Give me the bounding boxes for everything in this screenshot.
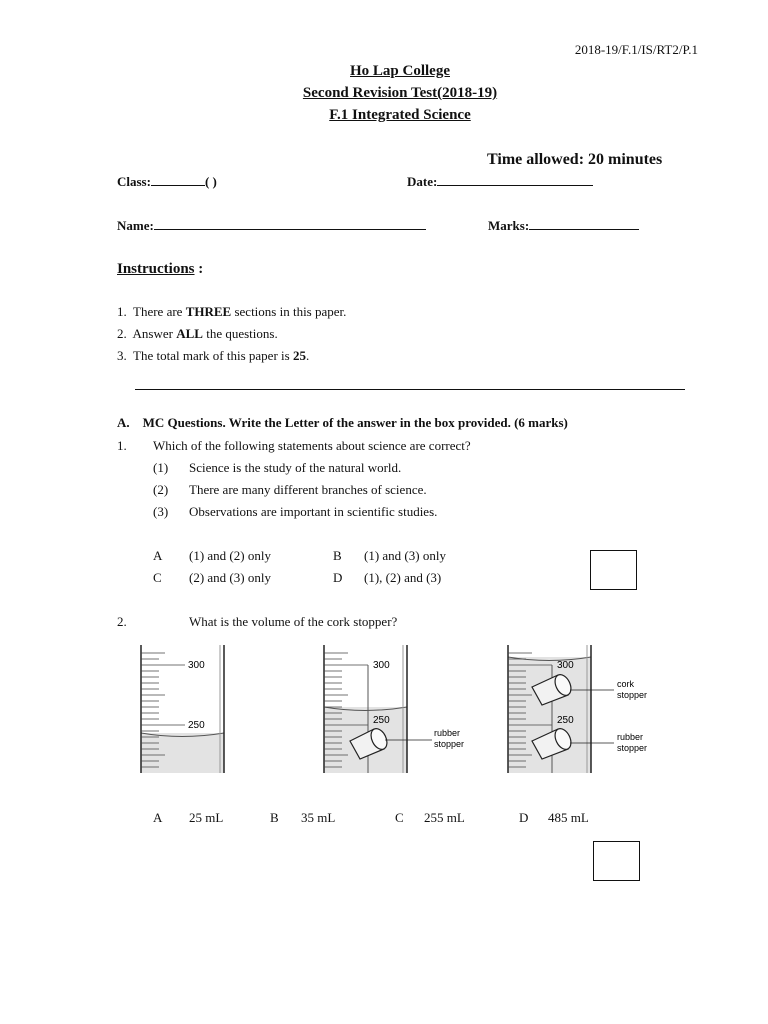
q2-option-text: 35 mL xyxy=(301,810,336,825)
school-name: Ho Lap College xyxy=(350,63,450,79)
scale-label-300: 300 xyxy=(373,660,390,671)
q1-stem: Which of the following statements about science are correct? xyxy=(153,438,471,453)
instruction-item xyxy=(117,326,346,348)
section-title: MC Questions. Write the Letter of the answer in the box provided. (6 marks) xyxy=(142,415,568,430)
instruction-item xyxy=(117,348,346,370)
rubber-stopper-label: stopper xyxy=(617,743,648,753)
q2-option-letter: B xyxy=(270,810,279,825)
instruction-item xyxy=(117,304,346,326)
q2-option-text: 485 mL xyxy=(548,810,589,825)
q2-number: 2. xyxy=(117,614,127,629)
class-number-paren: ( ) xyxy=(204,174,217,189)
instruction-text: There are xyxy=(133,304,186,319)
subject-title: F.1 Integrated Science xyxy=(329,107,471,123)
q1-statement-text: Science is the study of the natural world. xyxy=(189,460,402,475)
instruction-text: the questions. xyxy=(202,326,278,341)
cork-stopper-label: cork xyxy=(617,679,635,689)
q1-option-text: (1) and (3) only xyxy=(364,548,446,563)
q1-statement-text: There are many different branches of science. xyxy=(189,482,427,497)
scale-label-300: 300 xyxy=(557,660,574,671)
q2-stem: What is the volume of the cork stopper? xyxy=(189,614,398,629)
instruction-number: 3. xyxy=(117,348,127,363)
instruction-number: 1. xyxy=(117,304,127,319)
scale-label-250: 250 xyxy=(373,715,390,726)
name-field xyxy=(117,217,426,234)
section-divider xyxy=(135,389,685,390)
q1-option-text: (2) and (3) only xyxy=(189,570,271,585)
q1-statement-text: Observations are important in scientific studies. xyxy=(189,504,438,519)
scale-label-300: 300 xyxy=(188,660,205,671)
q1-option-text: (1), (2) and (3) xyxy=(364,570,442,585)
measuring-cylinder-rubber-stopper xyxy=(318,645,498,775)
measuring-cylinder-water xyxy=(135,645,235,775)
cork-stopper-label: stopper xyxy=(617,690,648,700)
q1-statement-number: (2) xyxy=(153,482,169,497)
q1-option-letter: D xyxy=(333,570,343,585)
q2-option-letter: C xyxy=(395,810,404,825)
test-name: Second Revision Test(2018-19) xyxy=(302,85,498,101)
date-label: Date: xyxy=(407,174,438,189)
measuring-cylinder-cork-and-rubber xyxy=(502,645,662,775)
instruction-text: Answer xyxy=(132,326,177,341)
paper-reference-code: 2018-19/F.1/IS/RT2/P.1 xyxy=(574,42,698,57)
time-allowed: Time allowed: 20 minutes xyxy=(487,151,663,168)
name-label: Name: xyxy=(117,218,154,233)
marks-label: Marks: xyxy=(488,218,530,233)
q1-option-text: (1) and (2) only xyxy=(189,548,271,563)
scale-label-250: 250 xyxy=(188,720,205,731)
class-label: Class: xyxy=(117,174,151,189)
instruction-text: The total mark of this paper is xyxy=(133,348,293,363)
marks-blank[interactable] xyxy=(529,217,639,230)
class-field xyxy=(117,173,217,190)
instruction-emphasis: 25 xyxy=(292,348,306,363)
class-blank[interactable] xyxy=(151,173,205,186)
instructions-colon: : xyxy=(194,261,204,277)
rubber-stopper-label: rubber xyxy=(617,732,644,742)
q1-option-letter: C xyxy=(153,570,162,585)
instruction-emphasis: THREE xyxy=(185,304,232,319)
q1-option-letter: B xyxy=(333,548,342,563)
marks-field xyxy=(488,217,639,234)
instruction-text: . xyxy=(305,348,310,363)
q2-option-text: 255 mL xyxy=(424,810,465,825)
instruction-number: 2. xyxy=(117,326,127,341)
instruction-text: sections in this paper. xyxy=(231,304,347,319)
section-a-heading xyxy=(117,415,568,431)
q1-statement-number: (1) xyxy=(153,460,169,475)
name-blank[interactable] xyxy=(154,217,426,230)
q1-number: 1. xyxy=(117,438,127,453)
q1-option-letter: A xyxy=(153,548,163,563)
instruction-emphasis: ALL xyxy=(176,326,203,341)
q2-option-letter: D xyxy=(519,810,529,825)
q1-answer-box[interactable] xyxy=(590,550,637,590)
date-blank[interactable] xyxy=(437,173,593,186)
scale-label-250: 250 xyxy=(557,715,574,726)
rubber-stopper-label: rubber xyxy=(434,728,461,738)
section-letter: A. xyxy=(117,415,130,430)
instructions-title: Instructions xyxy=(117,261,195,277)
instructions-heading xyxy=(117,261,203,278)
rubber-stopper-label: stopper xyxy=(434,739,465,749)
q2-option-text: 25 mL xyxy=(189,810,224,825)
q2-answer-box[interactable] xyxy=(593,841,640,881)
date-field xyxy=(407,173,593,190)
q2-option-letter: A xyxy=(153,810,163,825)
q1-statement-number: (3) xyxy=(153,504,169,519)
instructions-list xyxy=(117,304,346,370)
